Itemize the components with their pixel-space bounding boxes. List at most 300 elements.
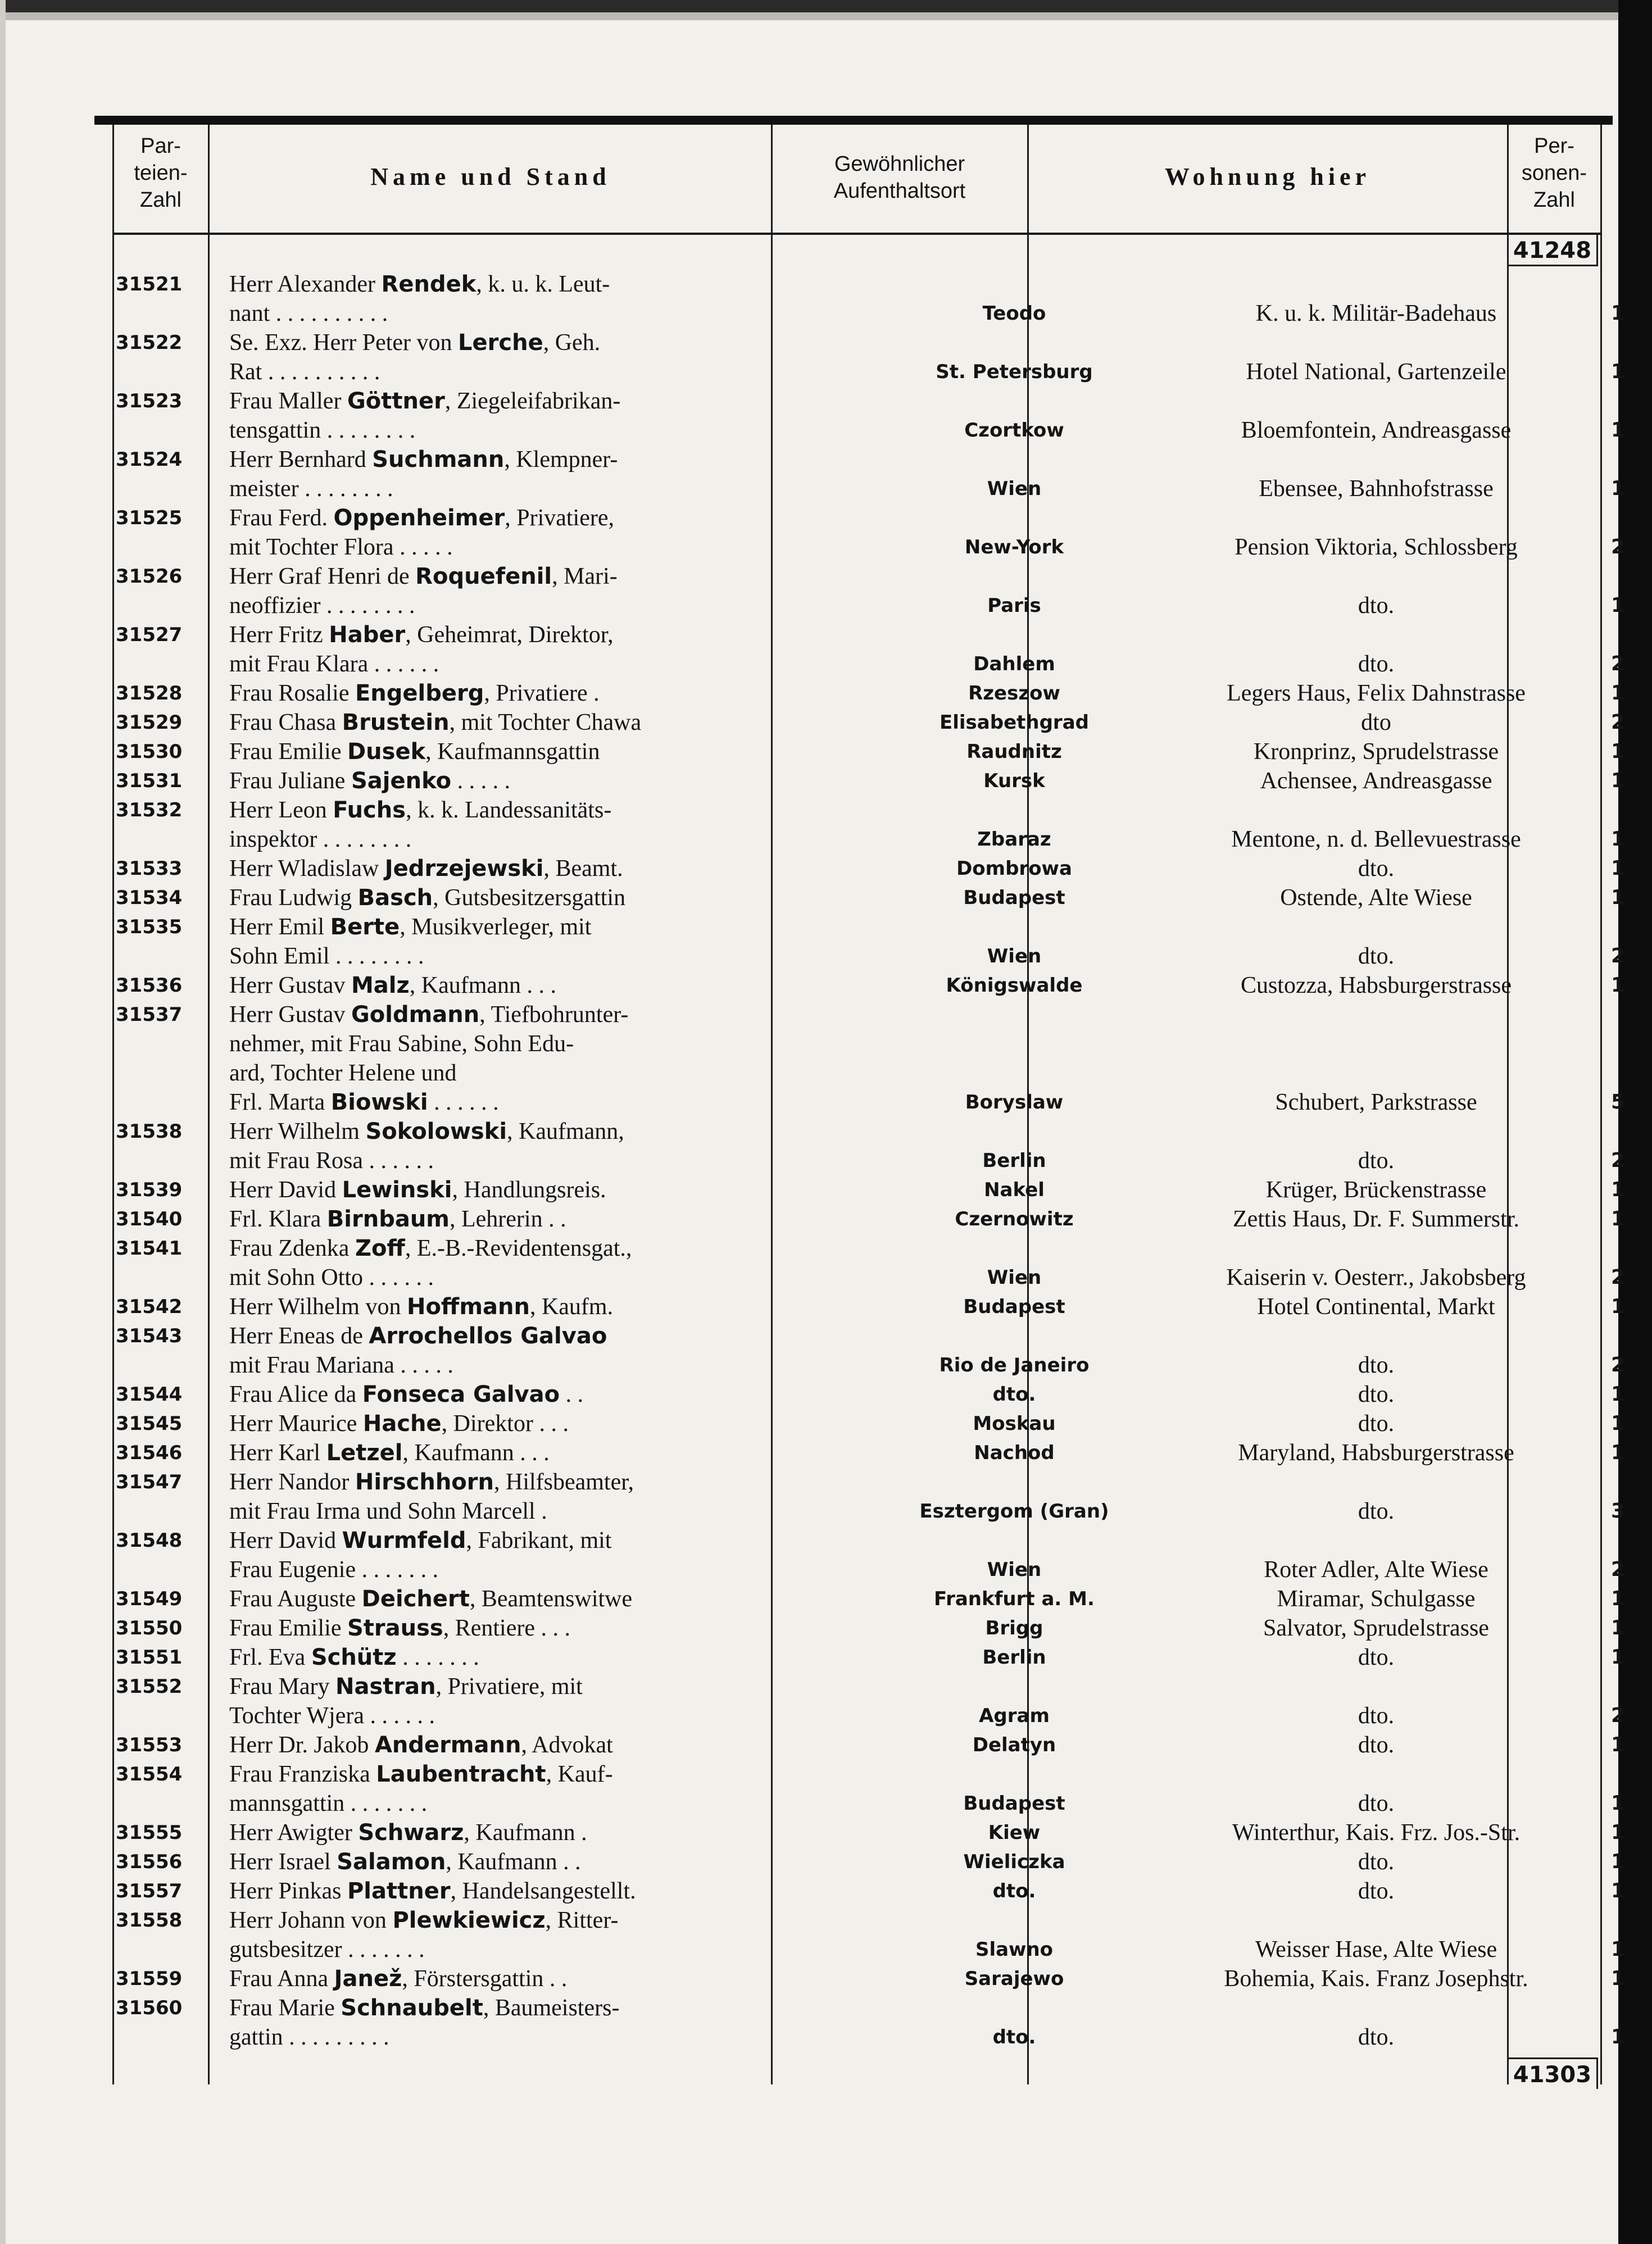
surname: Brustein [342, 710, 450, 735]
person-count: 1 [1610, 1587, 1625, 1610]
local-lodging: Custozza, Habsburgerstrasse [1240, 973, 1512, 998]
name-line [229, 854, 873, 883]
name-line [229, 474, 873, 503]
name-text: Frau Ludwig [229, 885, 358, 911]
local-lodging: dto. [1358, 1352, 1395, 1378]
name-text: Herr Wilhelm von [229, 1294, 407, 1320]
name-line [229, 1438, 873, 1468]
person-count: 2 [1610, 1266, 1625, 1289]
register-entry [112, 1321, 1625, 1380]
party-number: 31552 [116, 1675, 183, 1698]
surname: Oppenheimer [333, 505, 505, 531]
scan-border-top-gray [0, 12, 1652, 20]
register-entry [112, 971, 1625, 1000]
party-number: 31546 [116, 1442, 183, 1464]
register-entry [112, 1117, 1625, 1175]
usual-residence: Agram [979, 1705, 1050, 1727]
party-number: 31542 [116, 1296, 183, 1318]
usual-residence: Sarajewo [964, 1968, 1064, 1990]
name-line [229, 1234, 873, 1263]
party-number: 31553 [116, 1734, 183, 1756]
local-lodging: dto [1361, 710, 1391, 735]
local-lodging: dto. [1358, 1732, 1395, 1758]
person-count: 2 [1610, 1558, 1625, 1581]
name-text: Frau Marie [229, 1995, 341, 2021]
person-count: 1 [1610, 302, 1625, 325]
name-line [229, 1906, 873, 1935]
local-lodging: Hotel Continental, Markt [1257, 1294, 1495, 1320]
usual-residence: Berlin [982, 1150, 1046, 1172]
usual-residence: Paris [987, 594, 1041, 617]
surname: Plewkiewicz [392, 1907, 546, 1933]
person-count: 2 [1610, 1704, 1625, 1727]
party-number: 31543 [116, 1325, 183, 1347]
name-text: Herr Israel [229, 1849, 337, 1875]
name-text: Herr Johann von [229, 1907, 393, 1933]
name-line [229, 357, 873, 387]
local-lodging: K. u. k. Militär-Badehaus [1255, 301, 1497, 326]
surname: Schütz [311, 1645, 397, 1670]
surname: Göttner [347, 388, 445, 414]
header-parteien [115, 133, 207, 214]
occupation-text: , Privatiere, [505, 505, 614, 531]
occupation-text: , Rentiere . . . [443, 1615, 570, 1641]
person-count: 1 [1610, 1733, 1625, 1756]
local-lodging: Schubert, Parkstrasse [1275, 1089, 1477, 1115]
local-lodging: Krüger, Brückenstrasse [1265, 1177, 1487, 1203]
party-number: 31557 [116, 1880, 183, 1902]
person-count: 2 [1610, 535, 1625, 558]
name-text: nant . . . . . . . . . . [229, 301, 388, 326]
occupation-text: , Kaufmann . [464, 1820, 587, 1846]
usual-residence: Königswalde [946, 974, 1083, 997]
name-text: Frau Rosalie [229, 680, 355, 706]
register-entry [112, 387, 1625, 445]
surname: Letzel [326, 1440, 403, 1466]
local-lodging: Roter Adler, Alte Wiese [1264, 1557, 1488, 1583]
person-count: 5 [1610, 1091, 1625, 1114]
register-entry [112, 912, 1625, 971]
surname: Hoffmann [406, 1294, 530, 1320]
local-lodging: Zettis Haus, Dr. F. Summerstr. [1233, 1206, 1519, 1232]
occupation-text: , Fabrikant, mit [466, 1528, 612, 1553]
name-text: Frau Chasa [229, 710, 342, 735]
name-text: meister . . . . . . . . [229, 476, 393, 502]
surname: Goldmann [351, 1002, 480, 1028]
name-line [229, 1088, 873, 1117]
name-text: Herr Graf Henri de [229, 564, 416, 589]
name-line [229, 1146, 873, 1175]
person-count: 1 [1610, 2025, 1625, 2048]
register-entry [112, 796, 1625, 854]
person-count: 1 [1610, 594, 1625, 617]
party-number: 31559 [116, 1968, 183, 1990]
occupation-text: , Ziegeleifabrikan- [444, 388, 621, 414]
occupation-text: , E.-B.-Revidentensgat., [405, 1235, 632, 1261]
surname: Schnaubelt [341, 1995, 483, 2021]
local-lodging: dto. [1358, 651, 1395, 677]
usual-residence: Budapest [963, 1792, 1065, 1815]
name-line [229, 825, 873, 854]
party-number: 31560 [116, 1997, 183, 2019]
register-entry [112, 854, 1625, 883]
name-line [229, 708, 873, 737]
local-lodging: Legers Haus, Felix Dahnstrasse [1227, 680, 1526, 706]
register-entry [112, 1760, 1625, 1818]
local-lodging: Achensee, Andreasgasse [1260, 768, 1492, 794]
name-line [229, 1877, 873, 1906]
name-text: nehmer, mit Frau Sabine, Sohn Edu- [229, 1031, 574, 1057]
name-text: mit Frau Klara . . . . . . [229, 651, 439, 677]
name-text: Herr Wilhelm [229, 1119, 366, 1144]
party-number: 31538 [116, 1120, 183, 1143]
name-line [229, 620, 873, 649]
register-entry [112, 1526, 1625, 1584]
name-line [229, 1555, 873, 1584]
local-lodging: dto. [1358, 856, 1395, 882]
occupation-text: , Direktor . . . [441, 1411, 569, 1437]
usual-residence: Raudnitz [966, 741, 1062, 763]
name-line [229, 1701, 873, 1730]
name-line [229, 270, 873, 299]
header-personen-line2: sonen- [1521, 161, 1587, 185]
party-number: 31540 [116, 1208, 183, 1230]
surname: Fuchs [333, 797, 406, 823]
register-entry [112, 328, 1625, 387]
surname: Suchmann [372, 447, 505, 473]
header-parteien-line3: Zahl [140, 188, 181, 212]
register-entry [112, 1818, 1625, 1847]
usual-residence: Wien [987, 945, 1042, 967]
name-text: Herr Alexander [229, 271, 382, 297]
name-line [229, 387, 873, 416]
register-entry [112, 1000, 1625, 1117]
register-entry [112, 1847, 1625, 1877]
party-number: 31541 [116, 1237, 183, 1260]
person-count: 1 [1610, 857, 1625, 880]
header-personen-line3: Zahl [1533, 188, 1575, 212]
header-parteien-line1: Par- [140, 134, 181, 158]
name-text: Herr Bernhard [229, 447, 373, 473]
party-number: 31555 [116, 1821, 183, 1844]
name-line [229, 649, 873, 679]
register-entry [112, 1643, 1625, 1672]
header-name-und-stand: Name und Stand [370, 163, 611, 190]
party-number: 31528 [116, 682, 183, 705]
name-text: Frau Auguste [229, 1586, 362, 1612]
name-text: Frl. Eva [229, 1645, 311, 1670]
local-lodging: Maryland, Habsburgerstrasse [1238, 1440, 1514, 1466]
usual-residence: Esztergom (Gran) [919, 1500, 1109, 1523]
name-text: Herr Nandor [229, 1469, 355, 1495]
occupation-text: , Musikverleger, mit [400, 914, 592, 940]
local-lodging: dto. [1358, 1878, 1395, 1904]
register-entry [112, 1292, 1625, 1321]
person-count: 1 [1610, 1412, 1625, 1435]
name-text: Herr Pinkas [229, 1878, 347, 1904]
name-line [229, 1526, 873, 1555]
name-line [229, 1000, 873, 1029]
header-wohnung-hier: Wohnung hier [1164, 163, 1371, 190]
name-line [229, 1263, 873, 1292]
usual-residence: Wien [987, 1266, 1042, 1289]
surname: Engelberg [355, 680, 484, 706]
surname: Basch [357, 885, 433, 911]
person-count: 1 [1610, 1616, 1625, 1639]
carried-total: 41248 [1508, 235, 1598, 266]
surname: Jedrzejewski [384, 856, 544, 882]
person-count: 2 [1610, 652, 1625, 675]
usual-residence: Boryslaw [965, 1091, 1064, 1114]
surname: Wurmfeld [342, 1528, 466, 1553]
usual-residence: Nakel [984, 1179, 1045, 1201]
occupation-text: , Geh. [543, 330, 601, 356]
name-text: Sohn Emil . . . . . . . . [229, 943, 424, 969]
name-line [229, 533, 873, 562]
name-line [229, 971, 873, 1000]
name-text: mit Frau Rosa . . . . . . [229, 1148, 434, 1174]
name-text: Frau Maller [229, 388, 347, 414]
person-count: 1 [1610, 1441, 1625, 1464]
usual-residence: Kiew [988, 1821, 1041, 1844]
party-number: 31534 [116, 887, 183, 909]
usual-residence: Frankfurt a. M. [934, 1588, 1095, 1610]
usual-residence: New-York [964, 536, 1064, 558]
register-entry [112, 503, 1625, 562]
person-count: 1 [1610, 419, 1625, 442]
party-number: 31537 [116, 1003, 183, 1026]
name-text: Frau Ferd. [229, 505, 334, 531]
usual-residence: Czernowitz [955, 1208, 1074, 1230]
person-count: 1 [1610, 1178, 1625, 1201]
name-line [229, 591, 873, 620]
name-line [229, 1059, 873, 1088]
person-count: 1 [1610, 1792, 1625, 1815]
party-number: 31547 [116, 1471, 183, 1493]
local-lodging: Winterthur, Kais. Frz. Jos.-Str. [1232, 1820, 1521, 1846]
usual-residence: Budapest [963, 1296, 1065, 1318]
name-text: Herr Leon [229, 797, 333, 823]
party-number: 31548 [116, 1529, 183, 1552]
local-lodging: dto. [1358, 593, 1395, 619]
name-line [229, 299, 873, 328]
surname: Rendek [381, 271, 476, 297]
party-number: 31556 [116, 1851, 183, 1873]
name-line [229, 1847, 873, 1877]
person-count: 2 [1610, 944, 1625, 967]
name-text: Frl. Klara [229, 1206, 327, 1232]
occupation-text: , Gutsbesitzersgattin [433, 885, 626, 911]
surname: Malz [351, 973, 410, 998]
name-line [229, 1175, 873, 1205]
surname: Dusek [347, 739, 426, 765]
name-text: Herr Gustav [229, 1002, 351, 1028]
surname: Schwarz [358, 1820, 464, 1846]
party-number: 31558 [116, 1909, 183, 1932]
name-line [229, 1292, 873, 1321]
surname: Biowski [330, 1089, 428, 1115]
usual-residence: Berlin [982, 1646, 1046, 1669]
occupation-text: , Privatiere . [484, 680, 600, 706]
occupation-text: , Klempner- [504, 447, 618, 473]
name-line [229, 1117, 873, 1146]
name-text: Herr Wladislaw [229, 856, 385, 882]
name-text: Se. Exz. Herr Peter von [229, 330, 459, 356]
local-lodging: Kaiserin v. Oesterr., Jakobsberg [1226, 1265, 1526, 1291]
local-lodging: dto. [1358, 1849, 1395, 1875]
occupation-text: , Kaufmannsgattin [425, 739, 600, 765]
usual-residence: Dombrowa [956, 857, 1072, 880]
surname: Plattner [347, 1878, 451, 1904]
local-lodging: dto. [1358, 1791, 1395, 1816]
surname: Lerche [458, 330, 543, 356]
usual-residence: dto. [992, 1880, 1036, 1902]
occupation-text: , Baumeisters- [483, 1995, 620, 2021]
name-line [229, 1205, 873, 1234]
name-line [229, 1409, 873, 1438]
name-line [229, 416, 873, 445]
person-count: 3 [1610, 1500, 1625, 1523]
name-line [229, 1029, 873, 1059]
name-text: Frau Anna [229, 1966, 334, 1992]
party-number: 31522 [116, 331, 183, 354]
usual-residence: Czortkow [964, 419, 1064, 442]
person-count: 1 [1610, 360, 1625, 383]
usual-residence: dto. [992, 2026, 1036, 2048]
usual-residence: Rzeszow [968, 682, 1060, 705]
local-lodging: dto. [1358, 1411, 1395, 1437]
occupation-text: , Privatiere, mit [435, 1674, 583, 1700]
name-line [229, 1351, 873, 1380]
register-entry [112, 1614, 1625, 1643]
name-text: Frl. Marta [229, 1089, 331, 1115]
register-entry [112, 1672, 1625, 1730]
name-line [229, 796, 873, 825]
surname: Zoff [355, 1235, 405, 1261]
name-text: Frau Emilie [229, 1615, 347, 1641]
register-entry [112, 270, 1625, 328]
usual-residence: Kursk [983, 770, 1045, 792]
party-number: 31524 [116, 448, 183, 471]
usual-residence: Wien [987, 1559, 1042, 1581]
local-lodging: Salvator, Sprudelstrasse [1263, 1615, 1489, 1641]
person-count: 1 [1610, 1383, 1625, 1406]
name-text: Herr Karl [229, 1440, 326, 1466]
occupation-text: , Kaufmann . . [446, 1849, 581, 1875]
header-aufenthalt-line1: Gewöhnlicher [834, 152, 965, 176]
name-text: gutsbesitzer . . . . . . . [229, 1937, 425, 1963]
occupation-text: . . . . . . . [396, 1645, 479, 1670]
occupation-text: , Lehrerin . . [449, 1206, 566, 1232]
party-number: 31521 [116, 273, 183, 296]
surname: Deichert [361, 1586, 470, 1612]
header-parteien-line2: teien- [134, 161, 188, 185]
person-count: 1 [1610, 1938, 1625, 1961]
usual-residence: Slawno [975, 1938, 1054, 1961]
occupation-text: , Ritter- [545, 1907, 619, 1933]
name-text: mit Frau Irma und Sohn Marcell . [229, 1498, 547, 1524]
usual-residence: Teodo [982, 302, 1046, 325]
name-line [229, 1964, 873, 1993]
register-entry [112, 1234, 1625, 1292]
local-lodging: dto. [1358, 1382, 1395, 1407]
name-line [229, 503, 873, 533]
local-lodging: Weisser Hase, Alte Wiese [1255, 1937, 1497, 1963]
surname: Janež [334, 1966, 402, 1992]
occupation-text: . . . . . [451, 768, 511, 794]
party-number: 31544 [116, 1383, 183, 1406]
occupation-text: , Tiefbohrunter- [479, 1002, 629, 1028]
name-line [229, 1760, 873, 1789]
person-count: 1 [1610, 1967, 1625, 1990]
local-lodging: Bloemfontein, Andreasgasse [1241, 417, 1512, 443]
register-entry [112, 1380, 1625, 1409]
header-bottom-rule [112, 233, 1601, 235]
name-line [229, 1380, 873, 1409]
party-number: 31530 [116, 741, 183, 763]
register-entry [112, 1993, 1625, 2052]
occupation-text: , k. u. k. Leut- [476, 271, 610, 297]
occupation-text: , Beamtenswitwe [469, 1586, 633, 1612]
local-lodging: Hotel National, Gartenzeile [1246, 359, 1506, 385]
name-text: Herr Awigter [229, 1820, 358, 1846]
register-entry [112, 883, 1625, 912]
occupation-text: . . [560, 1382, 584, 1407]
person-count: 1 [1610, 477, 1625, 500]
name-line [229, 883, 873, 912]
name-line [229, 445, 873, 474]
table-top-rule [94, 116, 1613, 125]
register-entry [112, 708, 1625, 737]
person-count: 1 [1610, 974, 1625, 997]
person-count: 1 [1610, 682, 1625, 705]
surname: Haber [329, 622, 406, 648]
name-text: Herr Fritz [229, 622, 329, 648]
name-line [229, 766, 873, 796]
surname: Strauss [347, 1615, 443, 1641]
name-line [229, 1643, 873, 1672]
register-entry [112, 679, 1625, 708]
name-line [229, 679, 873, 708]
usual-residence: Nachod [974, 1442, 1055, 1464]
name-text: Herr David [229, 1177, 342, 1203]
name-line [229, 1730, 873, 1760]
occupation-text: , mit Tochter Chawa [449, 710, 642, 735]
name-text: Herr Emil [229, 914, 330, 940]
local-lodging: Ebensee, Bahnhofstrasse [1259, 476, 1494, 502]
usual-residence: Brigg [985, 1617, 1043, 1639]
surname: Salamon [337, 1849, 446, 1875]
person-count: 1 [1610, 1850, 1625, 1873]
person-count: 1 [1610, 1207, 1625, 1230]
person-count: 1 [1610, 1821, 1625, 1844]
register-entry [112, 562, 1625, 620]
scan-border-top [0, 0, 1652, 12]
final-total: 41303 [1508, 2057, 1598, 2089]
occupation-text: , Förstersgattin . . [402, 1966, 568, 1992]
surname: Birnbaum [326, 1206, 450, 1232]
party-number: 31523 [116, 390, 183, 412]
occupation-text: . . . . . . [428, 1089, 499, 1115]
register-entry [112, 1584, 1625, 1614]
name-line [229, 737, 873, 766]
surname: Hirschhorn [355, 1469, 494, 1495]
name-line [229, 1321, 873, 1351]
party-number: 31554 [116, 1763, 183, 1786]
party-number: 31545 [116, 1412, 183, 1435]
header-personen [1509, 133, 1599, 214]
scan-border-right [1618, 0, 1652, 2244]
